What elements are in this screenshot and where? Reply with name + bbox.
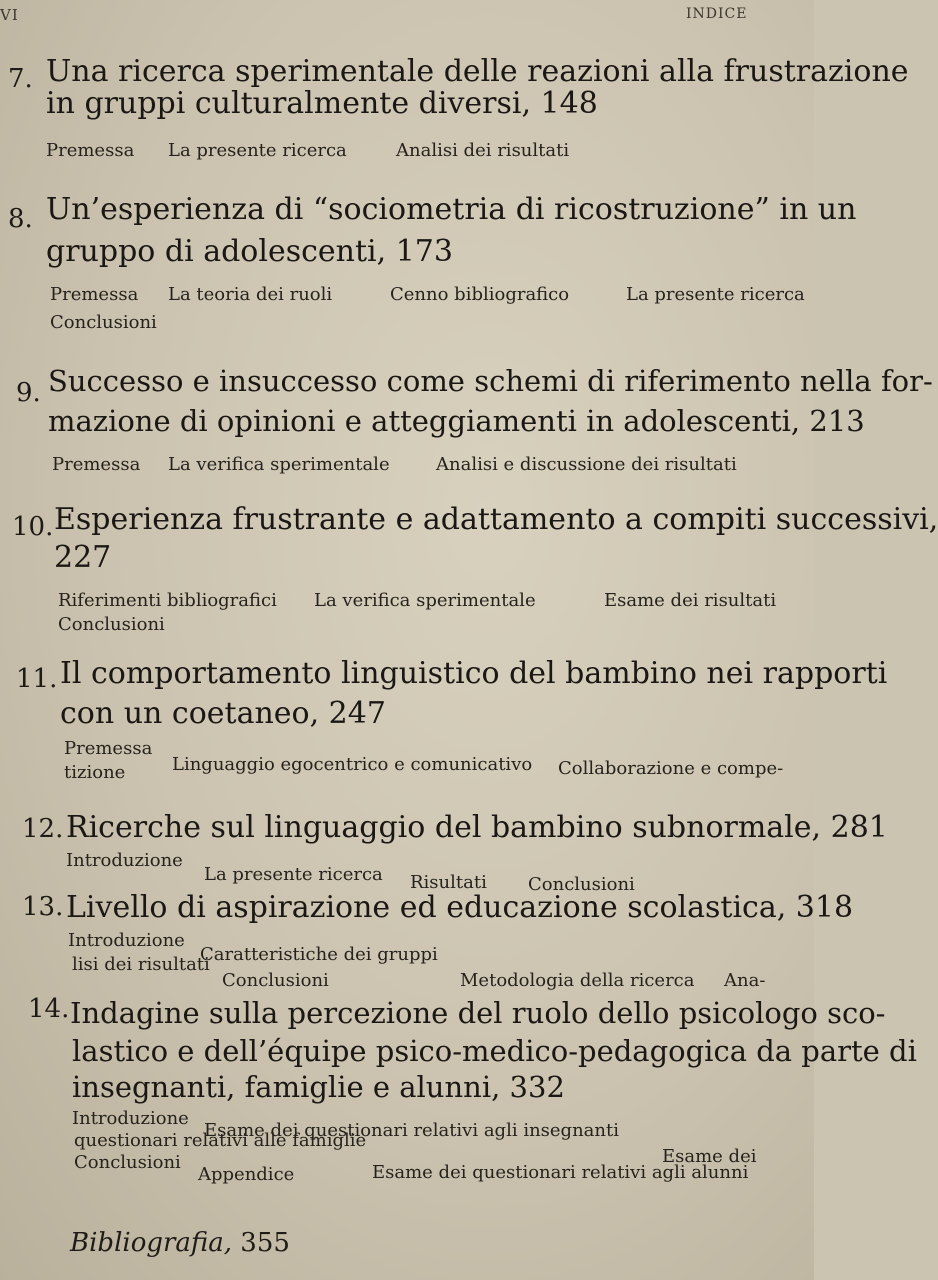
subsection: Linguaggio egocentrico e comunicativo xyxy=(172,754,533,775)
entry-number: 12. xyxy=(22,814,64,844)
subsection: questionari relativi alle famiglie xyxy=(74,1130,367,1151)
subsection: Analisi dei risultati xyxy=(396,140,570,161)
subsection: La presente ricerca xyxy=(168,140,347,161)
entry-title-line: Una ricerca sperimentale delle reazioni alla frustrazione xyxy=(46,54,909,89)
subsection: Conclusioni xyxy=(222,970,329,991)
entry-title-line: lastico e dell’équipe psico-medico-pedagogica da parte di xyxy=(72,1034,917,1068)
subsection: Appendice xyxy=(198,1164,295,1185)
running-head: INDICE xyxy=(686,6,748,22)
entry-title-line: Indagine sulla percezione del ruolo dello psicologo sco- xyxy=(70,996,886,1030)
entry-title-line: 227 xyxy=(54,540,112,575)
entry-title-line: in gruppi culturalmente diversi, 148 xyxy=(46,86,598,121)
subsection: Conclusioni xyxy=(50,312,157,333)
subsection: Metodologia della ricerca xyxy=(460,970,695,991)
entry-title-line: insegnanti, famiglie e alunni, 332 xyxy=(72,1070,565,1104)
subsection: Introduzione xyxy=(68,930,185,951)
subsection: Premessa xyxy=(50,284,139,305)
subsection: Risultati xyxy=(410,872,487,893)
subsection: Introduzione xyxy=(72,1108,189,1129)
subsection: tizione xyxy=(64,762,126,783)
subsection: Esame dei questionari relativi agli insegnanti xyxy=(204,1120,619,1141)
page-number-roman: VI xyxy=(0,6,19,24)
subsection: La presente ricerca xyxy=(204,864,383,885)
bibliography-page: 355 xyxy=(240,1228,290,1258)
entry-title-line: Livello di aspirazione ed educazione scolastica, 318 xyxy=(66,890,854,925)
subsection: Conclusioni xyxy=(58,614,165,635)
entry-title-line: Un’esperienza di “sociometria di ricostruzione” in un xyxy=(46,192,857,227)
subsection: La verifica sperimentale xyxy=(168,454,390,475)
subsection: lisi dei risultati xyxy=(72,954,210,975)
entry-number: 8. xyxy=(8,204,33,234)
subsection: Analisi e discussione dei risultati xyxy=(436,454,737,475)
subsection: La verifica sperimentale xyxy=(314,590,536,611)
subsection: La teoria dei ruoli xyxy=(168,284,333,305)
subsection: Premessa xyxy=(46,140,135,161)
subsection: Ana- xyxy=(724,970,766,991)
subsection: Collaborazione e compe- xyxy=(558,758,784,779)
subsection: Premessa xyxy=(64,738,153,759)
entry-number: 11. xyxy=(16,664,58,694)
subsection: Esame dei xyxy=(662,1146,757,1167)
entry-title-line: Il comportamento linguistico del bambino nei rapporti xyxy=(60,656,888,691)
subsection: Introduzione xyxy=(66,850,183,871)
bibliography-label: Bibliografia, xyxy=(70,1228,233,1258)
entry-title-line: Ricerche sul linguaggio del bambino subnormale, 281 xyxy=(66,810,888,845)
subsection: Caratteristiche dei gruppi xyxy=(200,944,438,965)
subsection: Conclusioni xyxy=(528,874,635,895)
entry-title-line: mazione di opinioni e atteggiamenti in adolescenti, 213 xyxy=(48,404,865,438)
entry-title-line: con un coetaneo, 247 xyxy=(60,696,386,731)
entry-title-line: Esperienza frustrante e adattamento a compiti successivi, xyxy=(54,502,938,537)
subsection: Esame dei risultati xyxy=(604,590,777,611)
subsection: Riferimenti bibliografici xyxy=(58,590,277,611)
entry-number: 7. xyxy=(8,64,33,94)
entry-number: 13. xyxy=(22,892,64,922)
bibliography-entry xyxy=(70,1228,290,1258)
entry-number: 10. xyxy=(12,512,54,542)
entry-title-line: gruppo di adolescenti, 173 xyxy=(46,234,453,269)
subsection: Premessa xyxy=(52,454,141,475)
entry-number: 14. xyxy=(28,994,70,1024)
subsection: La presente ricerca xyxy=(626,284,805,305)
entry-title-line: Successo e insuccesso come schemi di riferimento nella for- xyxy=(48,364,933,398)
entry-number: 9. xyxy=(16,378,41,408)
subsection: Conclusioni xyxy=(74,1152,181,1173)
subsection: Esame dei questionari relativi agli alunni xyxy=(372,1162,749,1183)
subsection: Cenno bibliografico xyxy=(390,284,570,305)
